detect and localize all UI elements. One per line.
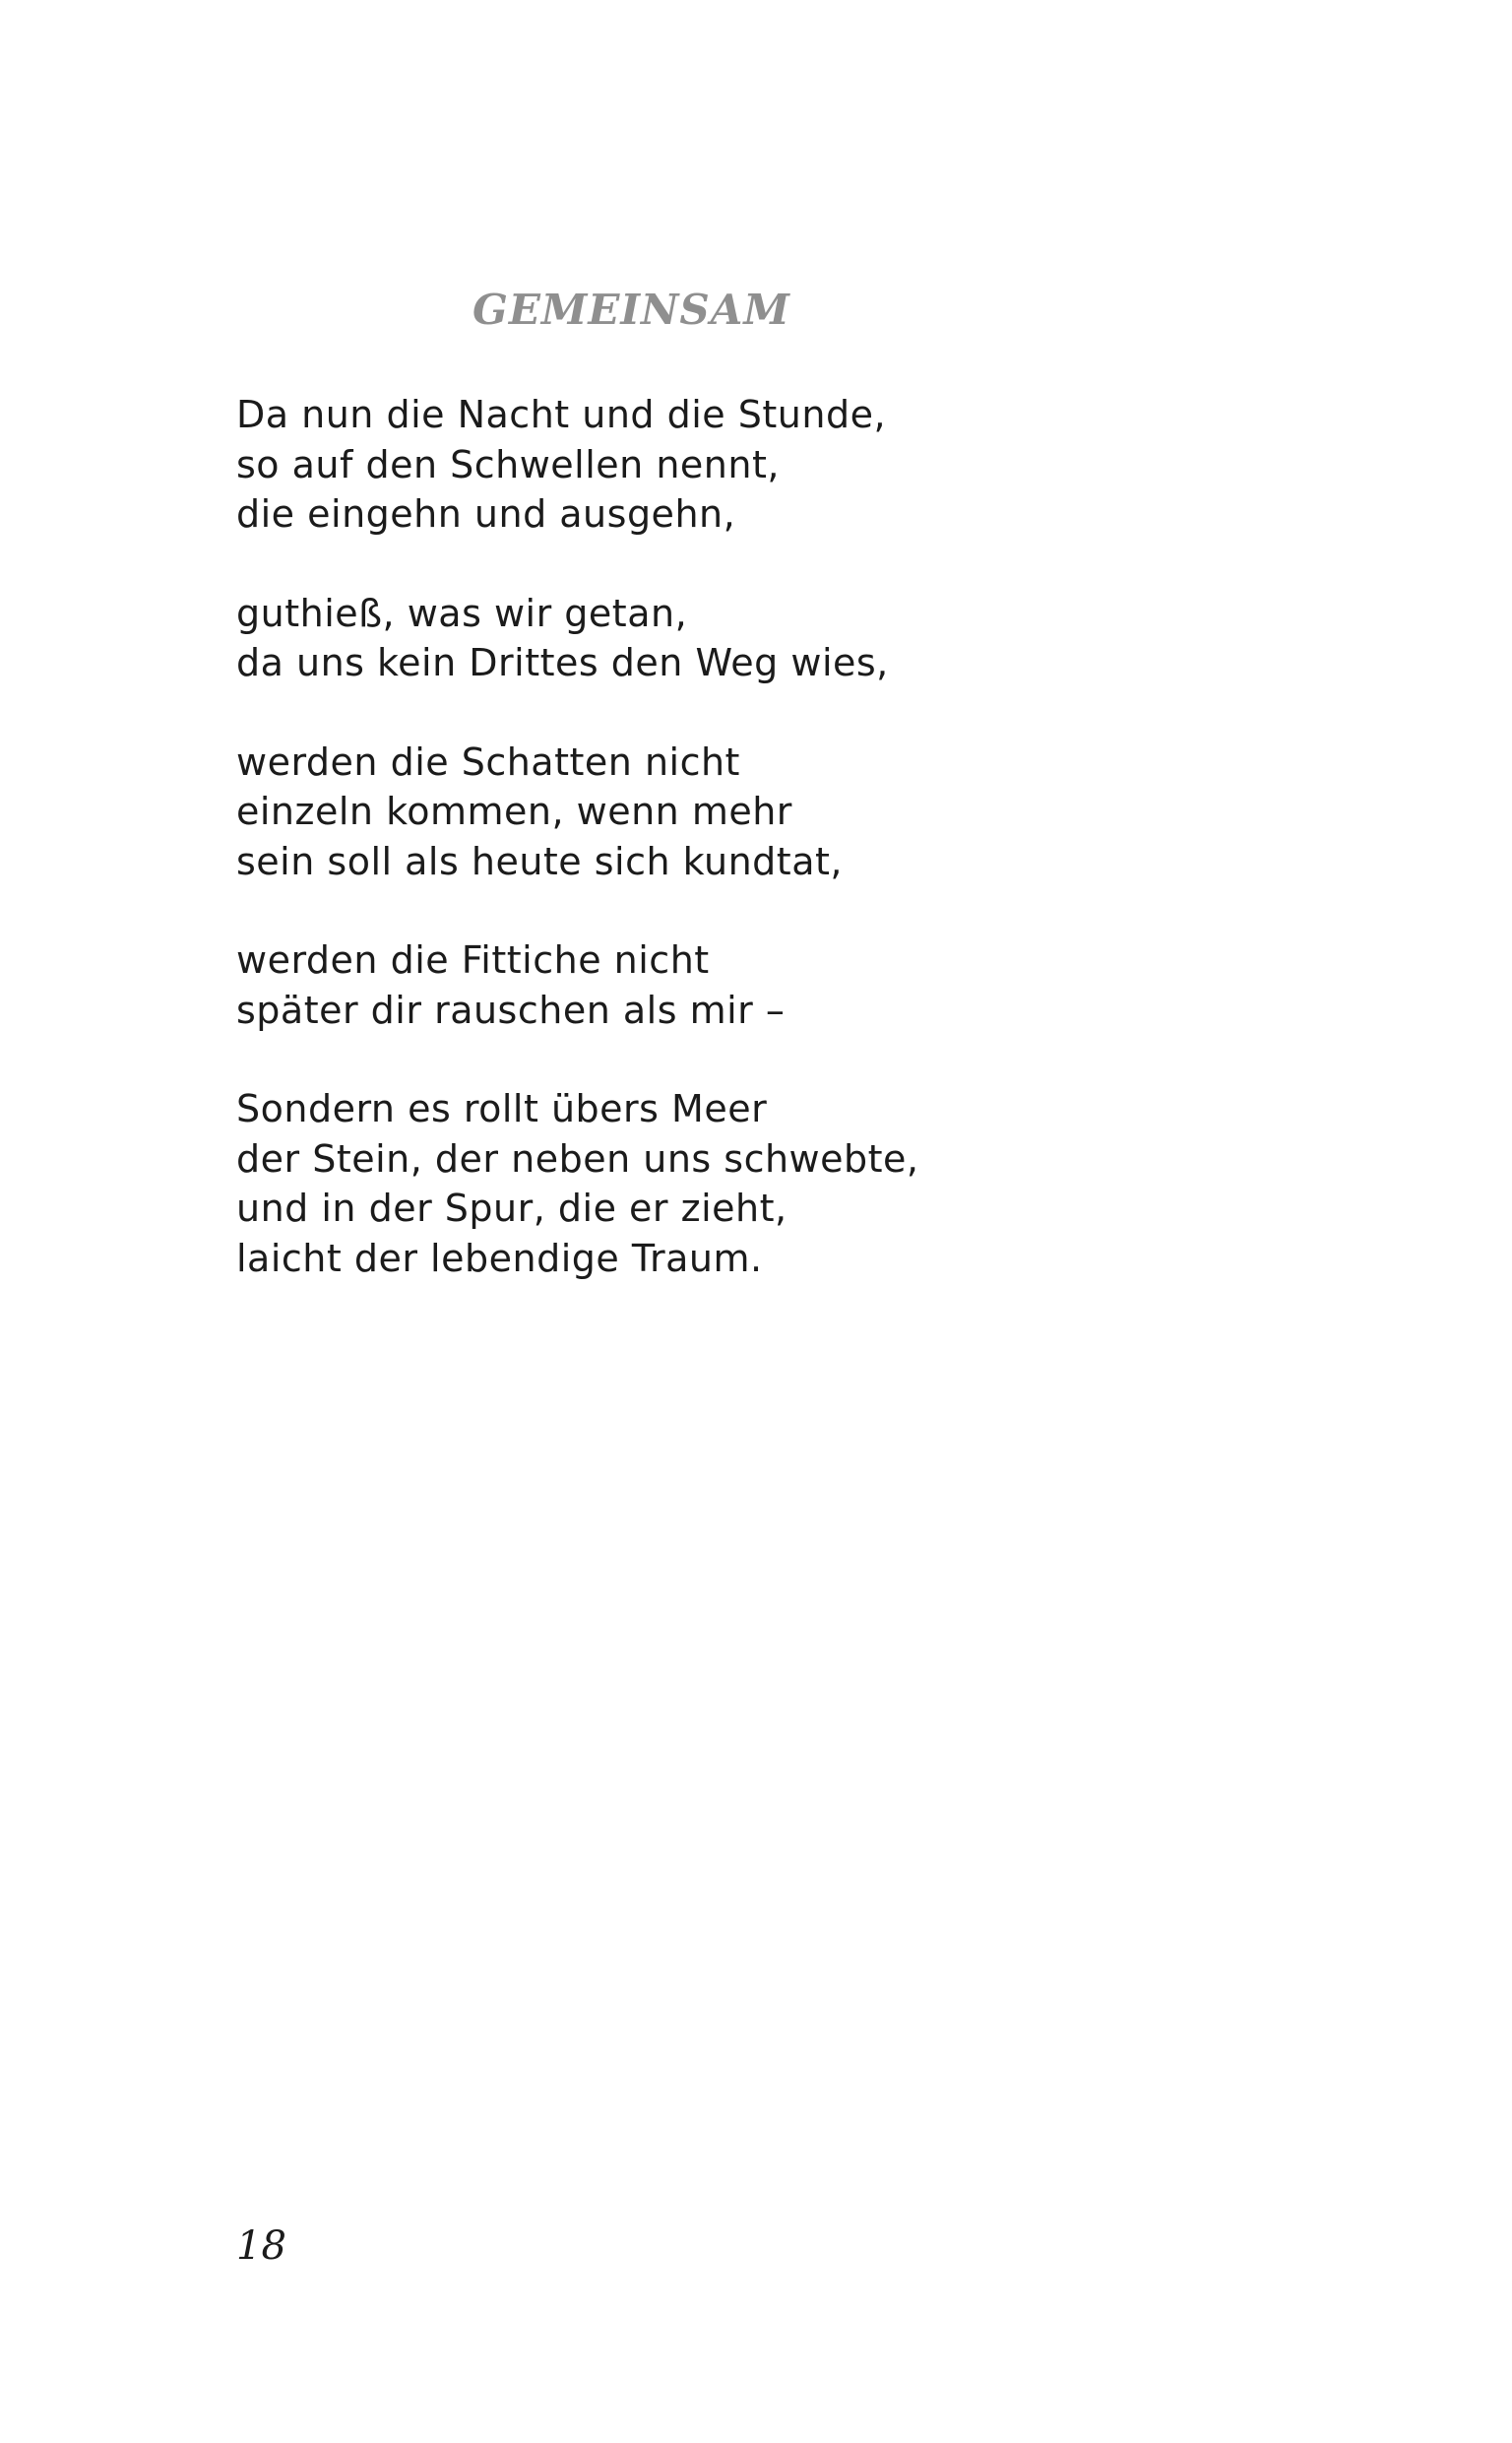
poem-line: werden die Schatten nicht [236,739,740,784]
poem-line: guthieß, was wir getan, [236,591,688,635]
poem-line: sein soll als heute sich kundtat, [236,839,843,883]
page-number: 18 [236,2223,286,2269]
poem-line: einzeln kommen, wenn mehr [236,790,792,833]
poem-body [236,390,1319,1332]
stanza-3 [236,738,1319,887]
poem-line: die eingehn und ausgehn, [236,492,736,536]
poem-line: laicht der lebendige Traum. [236,1236,763,1280]
stanza-1 [236,390,1319,540]
poem-line: der Stein, der neben uns schwebte, [236,1136,919,1181]
poem-line: da uns kein Drittes den Weg wies, [236,641,889,684]
poem-line: und in der Spur, die er zieht, [236,1187,788,1230]
poem-line: später dir rauschen als mir – [236,988,786,1032]
poem-line: werden die Fittiche nicht [236,938,710,982]
stanza-4 [236,935,1319,1035]
poem-line: Da nun die Nacht und die Stunde, [236,393,887,436]
stanza-2 [236,589,1319,688]
stanza-5 [236,1084,1319,1283]
poem-line: Sondern es rollt übers Meer [236,1087,768,1130]
poem-title: GEMEINSAM [472,286,790,334]
poem-line: so auf den Schwellen nennt, [236,442,780,486]
